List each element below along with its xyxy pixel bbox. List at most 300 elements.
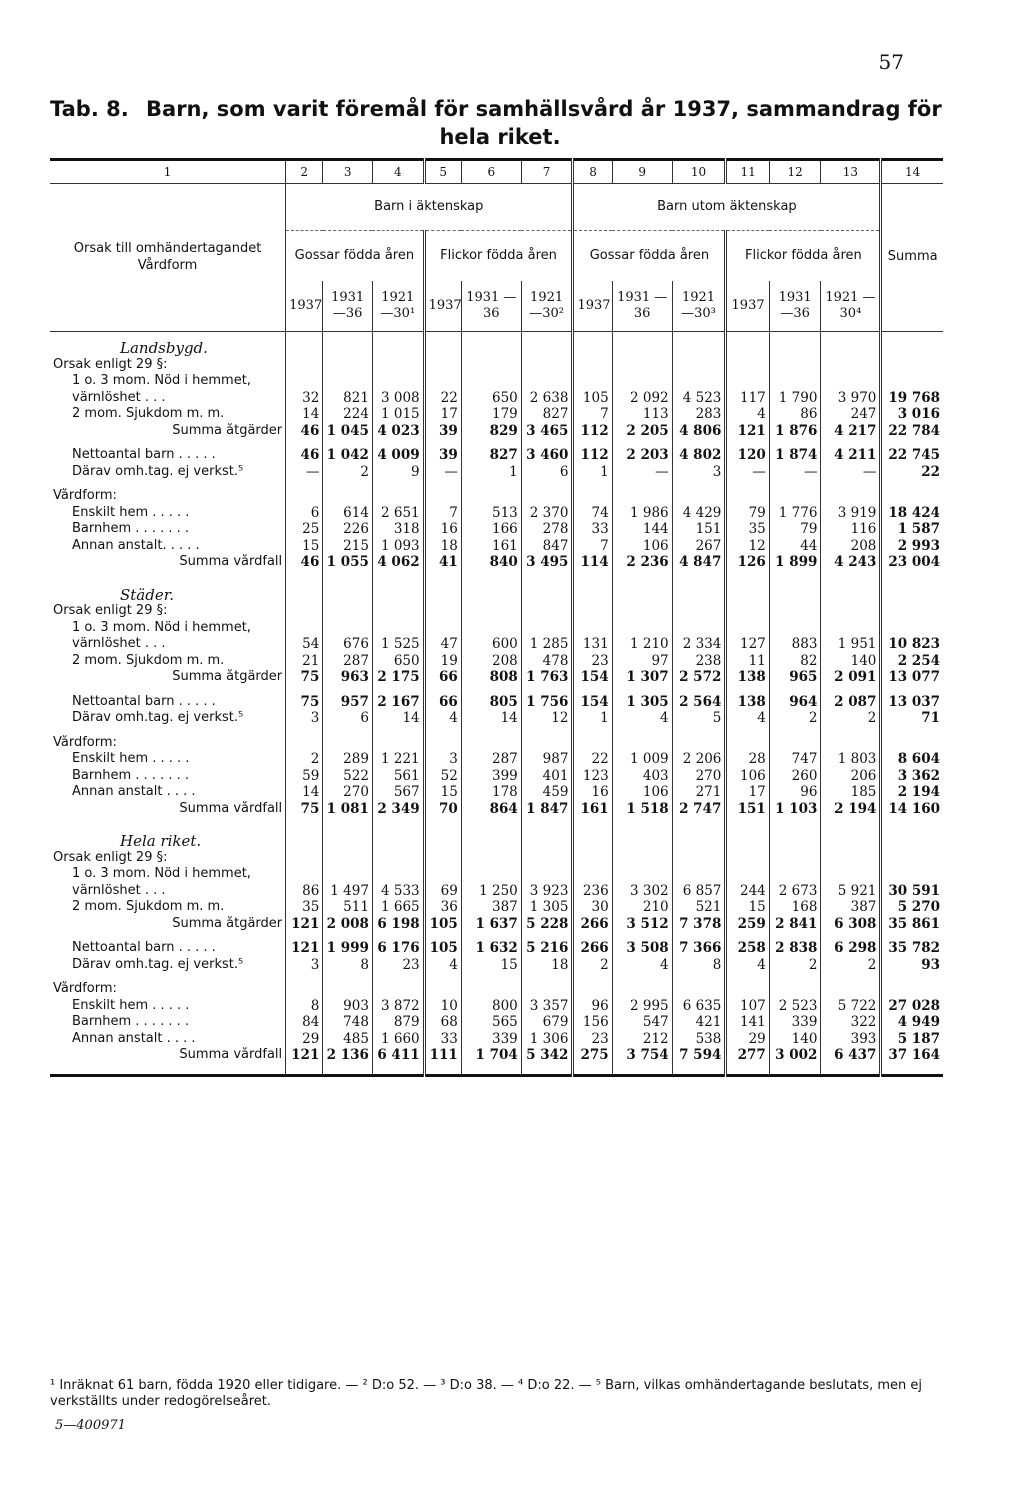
table-row xyxy=(50,357,943,374)
column-number: 8 xyxy=(573,160,612,184)
year-header: 1921 —30² xyxy=(521,281,573,332)
cell-value: 46 xyxy=(286,447,323,464)
cell-value: 206 xyxy=(821,768,881,785)
cell-value: 46 xyxy=(286,423,323,440)
cell-value: 18 424 xyxy=(881,505,943,522)
cell-value: 2 203 xyxy=(612,447,672,464)
print-signature: 5—400971 xyxy=(55,1418,126,1433)
cell-value: 208 xyxy=(461,653,521,670)
cell-value: 208 xyxy=(821,538,881,555)
row-label: Orsak enligt 29 §: xyxy=(53,356,168,372)
cell-value: 7 xyxy=(573,406,612,423)
cell-value: 258 xyxy=(726,940,769,957)
cell-value: 22 xyxy=(573,751,612,768)
row-label: Summa vårdfall xyxy=(179,1047,283,1062)
cell-value: 561 xyxy=(372,768,424,785)
section-title: Hela riket. xyxy=(120,833,202,850)
cell-value: 71 xyxy=(881,710,943,727)
table-row xyxy=(50,784,943,801)
cell-value: 883 xyxy=(769,620,821,653)
row-label: Summa åtgärder xyxy=(172,669,283,684)
row-label: Barnhem . . . . . . . xyxy=(72,1014,189,1029)
cell-value: 840 xyxy=(461,554,521,571)
cell-value: 2 xyxy=(286,751,323,768)
cell-value: 3 460 xyxy=(521,447,573,464)
cell-value: 106 xyxy=(612,784,672,801)
cell-value: 266 xyxy=(573,940,612,957)
cell-value: 277 xyxy=(726,1047,769,1064)
cell-value: 5 xyxy=(672,710,726,727)
cell-value: 1 518 xyxy=(612,801,672,818)
section-title: Landsbygd. xyxy=(120,340,208,357)
cell-value: 144 xyxy=(612,521,672,538)
cell-value: 161 xyxy=(461,538,521,555)
cell-value: — xyxy=(612,464,672,481)
cell-value: 14 xyxy=(461,710,521,727)
cell-value: 964 xyxy=(769,694,821,711)
cell-value: 2 523 xyxy=(769,998,821,1015)
cell-value: 156 xyxy=(573,1014,612,1031)
cell-value: 1 876 xyxy=(769,423,821,440)
cell-value: 179 xyxy=(461,406,521,423)
cell-value: 1 221 xyxy=(372,751,424,768)
cell-value: 15 xyxy=(726,899,769,916)
cell-value: 2 638 xyxy=(521,373,573,406)
year-header: 1921 —30¹ xyxy=(372,281,424,332)
column-number: 5 xyxy=(424,160,461,184)
cell-value: 2 xyxy=(769,957,821,974)
cell-value: 1 525 xyxy=(372,620,424,653)
table-row xyxy=(50,423,943,440)
year-header: 1931 —36 xyxy=(323,281,373,332)
cell-value: 13 037 xyxy=(881,694,943,711)
cell-value: 1 009 xyxy=(612,751,672,768)
cell-value: 161 xyxy=(573,801,612,818)
cell-value: 1 042 xyxy=(323,447,373,464)
table-row xyxy=(50,447,943,464)
cell-value: — xyxy=(726,464,769,481)
cell-value: 3 302 xyxy=(612,866,672,899)
cell-value: 121 xyxy=(286,940,323,957)
cell-value: 1 285 xyxy=(521,620,573,653)
cell-value: 4 217 xyxy=(821,423,881,440)
cell-value: 987 xyxy=(521,751,573,768)
year-header: 1937 xyxy=(424,281,461,332)
cell-value: 3 xyxy=(286,957,323,974)
cell-value: 2 370 xyxy=(521,505,573,522)
table-row xyxy=(50,603,943,620)
cell-value: 6 635 xyxy=(672,998,726,1015)
table-row xyxy=(50,620,943,653)
cell-value: 1 847 xyxy=(521,801,573,818)
sex-header-gossar: Gossar födda åren xyxy=(286,231,424,282)
column-number: 10 xyxy=(672,160,726,184)
cell-value: 275 xyxy=(573,1047,612,1064)
cell-value: 16 xyxy=(424,521,461,538)
cell-value: 4 243 xyxy=(821,554,881,571)
row-label: Summa åtgärder xyxy=(172,915,283,931)
row-label: Summa vårdfall xyxy=(179,800,283,816)
cell-value: 44 xyxy=(769,538,821,555)
cell-value: 29 xyxy=(726,1031,769,1048)
cell-value: 827 xyxy=(521,406,573,423)
cell-value: 259 xyxy=(726,916,769,933)
table-row xyxy=(50,998,943,1015)
cell-value: 3 495 xyxy=(521,554,573,571)
table-row xyxy=(50,957,943,974)
cell-value: 1 660 xyxy=(372,1031,424,1048)
cell-value: 4 949 xyxy=(881,1014,943,1031)
cell-value: 287 xyxy=(461,751,521,768)
cell-value: 8 xyxy=(286,998,323,1015)
year-header: 1931 —36 xyxy=(769,281,821,332)
cell-value: 2 xyxy=(323,464,373,481)
cell-value: 21 xyxy=(286,653,323,670)
cell-value: 215 xyxy=(323,538,373,555)
cell-value: 29 xyxy=(286,1031,323,1048)
cell-value: 75 xyxy=(286,694,323,711)
sex-header-flickor: Flickor födda åren xyxy=(726,231,881,282)
year-header: 1937 xyxy=(726,281,769,332)
cell-value: 339 xyxy=(461,1031,521,1048)
cell-value: 2 xyxy=(573,957,612,974)
cell-value: 93 xyxy=(881,957,943,974)
cell-value: 54 xyxy=(286,620,323,653)
table-row xyxy=(50,1014,943,1031)
cell-value: 2 xyxy=(769,710,821,727)
cell-value: 8 xyxy=(672,957,726,974)
cell-value: 3 xyxy=(286,710,323,727)
cell-value: 13 077 xyxy=(881,669,943,686)
cell-value: 52 xyxy=(424,768,461,785)
cell-value: 2 xyxy=(821,957,881,974)
cell-value: 2 194 xyxy=(881,784,943,801)
cell-value: 2 xyxy=(821,710,881,727)
cell-value: 547 xyxy=(612,1014,672,1031)
row-label: Enskilt hem . . . . . xyxy=(72,997,190,1013)
cell-value: 1 874 xyxy=(769,447,821,464)
cell-value: 1 587 xyxy=(881,521,943,538)
cell-value: 748 xyxy=(323,1014,373,1031)
table-row xyxy=(50,694,943,711)
sex-header-gossar: Gossar födda åren xyxy=(573,231,726,282)
cell-value: 4 429 xyxy=(672,505,726,522)
row-label: 1 o. 3 mom. Nöd i hemmet, värnlöshet . . . xyxy=(72,373,251,405)
cell-value: 278 xyxy=(521,521,573,538)
cell-value: 35 xyxy=(286,899,323,916)
cell-value: 37 164 xyxy=(881,1047,943,1064)
cell-value: 567 xyxy=(372,784,424,801)
cell-value: 387 xyxy=(461,899,521,916)
column-number: 3 xyxy=(323,160,373,184)
cell-value: 15 xyxy=(424,784,461,801)
cell-value: 614 xyxy=(323,505,373,522)
cell-value: 600 xyxy=(461,620,521,653)
cell-value: 3 970 xyxy=(821,373,881,406)
cell-value: 22 784 xyxy=(881,423,943,440)
cell-value: 39 xyxy=(424,447,461,464)
cell-value: 3 357 xyxy=(521,998,573,1015)
cell-value: — xyxy=(821,464,881,481)
cell-value: 7 xyxy=(424,505,461,522)
cell-value: 2 993 xyxy=(881,538,943,555)
cell-value: 4 533 xyxy=(372,866,424,899)
cell-value: 4 xyxy=(726,710,769,727)
row-label: Därav omh.tag. ej verkst.⁵ xyxy=(72,710,244,725)
cell-value: 9 xyxy=(372,464,424,481)
cell-value: 46 xyxy=(286,554,323,571)
cell-value: 271 xyxy=(672,784,726,801)
cell-value: 14 160 xyxy=(881,801,943,818)
cell-value: 75 xyxy=(286,669,323,686)
cell-value: 287 xyxy=(323,653,373,670)
row-label: Annan anstalt . . . . xyxy=(72,1030,196,1046)
row-label: Annan anstalt. . . . . xyxy=(72,537,200,553)
cell-value: 6 198 xyxy=(372,916,424,933)
cell-value: 2 136 xyxy=(323,1047,373,1064)
row-label: Enskilt hem . . . . . xyxy=(72,751,190,766)
cell-value: 23 xyxy=(372,957,424,974)
cell-value: 565 xyxy=(461,1014,521,1031)
table-row xyxy=(50,801,943,818)
cell-value: 747 xyxy=(769,751,821,768)
table-row xyxy=(50,768,943,785)
table-row xyxy=(50,916,943,933)
cell-value: 4 806 xyxy=(672,423,726,440)
cell-value: 105 xyxy=(573,373,612,406)
cell-value: 224 xyxy=(323,406,373,423)
cell-value: 41 xyxy=(424,554,461,571)
cell-value: 36 xyxy=(424,899,461,916)
cell-value: 3 362 xyxy=(881,768,943,785)
table-row xyxy=(50,1047,943,1064)
cell-value: 393 xyxy=(821,1031,881,1048)
cell-value: 283 xyxy=(672,406,726,423)
table-row xyxy=(50,521,943,538)
cell-value: 1 986 xyxy=(612,505,672,522)
cell-value: 138 xyxy=(726,669,769,686)
column-number: 12 xyxy=(769,160,821,184)
row-label: Summa åtgärder xyxy=(172,422,283,438)
cell-value: 123 xyxy=(573,768,612,785)
table-row xyxy=(50,735,943,752)
cell-value: 963 xyxy=(323,669,373,686)
cell-value: 17 xyxy=(424,406,461,423)
cell-value: 1 776 xyxy=(769,505,821,522)
cell-value: 66 xyxy=(424,669,461,686)
cell-value: 4 xyxy=(726,406,769,423)
cell-value: 1 999 xyxy=(323,940,373,957)
cell-value: 226 xyxy=(323,521,373,538)
cell-value: 903 xyxy=(323,998,373,1015)
cell-value: 2 206 xyxy=(672,751,726,768)
cell-value: 2 254 xyxy=(881,653,943,670)
cell-value: 4 xyxy=(424,957,461,974)
cell-value: 3 008 xyxy=(372,373,424,406)
cell-value: 650 xyxy=(372,653,424,670)
cell-value: 1 790 xyxy=(769,373,821,406)
cell-value: 4 523 xyxy=(672,373,726,406)
cell-value: 120 xyxy=(726,447,769,464)
cell-value: 805 xyxy=(461,694,521,711)
cell-value: 8 xyxy=(323,957,373,974)
cell-value: 4 xyxy=(612,710,672,727)
section-title: Städer. xyxy=(120,586,175,603)
cell-value: 1 951 xyxy=(821,620,881,653)
cell-value: 965 xyxy=(769,669,821,686)
cell-value: 2 167 xyxy=(372,694,424,711)
cell-value: 1 xyxy=(573,464,612,481)
table-row xyxy=(50,669,943,686)
cell-value: 121 xyxy=(286,916,323,933)
cell-value: 5 342 xyxy=(521,1047,573,1064)
cell-value: 178 xyxy=(461,784,521,801)
cell-value: 1 803 xyxy=(821,751,881,768)
cell-value: 266 xyxy=(573,916,612,933)
cell-value: 32 xyxy=(286,373,323,406)
cell-value: 127 xyxy=(726,620,769,653)
cell-value: 23 xyxy=(573,653,612,670)
row-label: Vårdform: xyxy=(53,488,117,503)
cell-value: 168 xyxy=(769,899,821,916)
cell-value: 829 xyxy=(461,423,521,440)
cell-value: 114 xyxy=(573,554,612,571)
cell-value: 39 xyxy=(424,423,461,440)
cell-value: 14 xyxy=(286,406,323,423)
cell-value: 14 xyxy=(372,710,424,727)
page-number: 57 xyxy=(878,50,904,74)
column-number: 13 xyxy=(821,160,881,184)
table-row xyxy=(50,373,943,406)
cell-value: 6 857 xyxy=(672,866,726,899)
cell-value: 28 xyxy=(726,751,769,768)
cell-value: 267 xyxy=(672,538,726,555)
table-row xyxy=(50,866,943,899)
cell-value: 650 xyxy=(461,373,521,406)
year-header: 1931 —36 xyxy=(461,281,521,332)
cell-value: 3 872 xyxy=(372,998,424,1015)
cell-value: 1 704 xyxy=(461,1047,521,1064)
cell-value: 879 xyxy=(372,1014,424,1031)
summa-header: Summa xyxy=(881,184,943,332)
cell-value: 151 xyxy=(672,521,726,538)
column-number: 6 xyxy=(461,160,521,184)
cell-value: 106 xyxy=(726,768,769,785)
cell-value: 74 xyxy=(573,505,612,522)
cell-value: 112 xyxy=(573,447,612,464)
cell-value: 19 xyxy=(424,653,461,670)
cell-value: 1 015 xyxy=(372,406,424,423)
cell-value: 403 xyxy=(612,768,672,785)
cell-value: 27 028 xyxy=(881,998,943,1015)
cell-value: 511 xyxy=(323,899,373,916)
cell-value: 1 xyxy=(573,710,612,727)
cell-value: 6 176 xyxy=(372,940,424,957)
cell-value: 2 236 xyxy=(612,554,672,571)
cell-value: 86 xyxy=(769,406,821,423)
table-row xyxy=(50,505,943,522)
cell-value: 2 008 xyxy=(323,916,373,933)
cell-value: 86 xyxy=(286,866,323,899)
cell-value: 4 xyxy=(726,957,769,974)
cell-value: 3 465 xyxy=(521,423,573,440)
title-line-1: Barn, som varit föremål för samhällsvård år 1937, sammandrag för xyxy=(146,97,942,121)
cell-value: 2 091 xyxy=(821,669,881,686)
cell-value: 2 092 xyxy=(612,373,672,406)
cell-value: 1 307 xyxy=(612,669,672,686)
column-number: 11 xyxy=(726,160,769,184)
cell-value: 4 xyxy=(424,710,461,727)
cell-value: 151 xyxy=(726,801,769,818)
cell-value: 827 xyxy=(461,447,521,464)
cell-value: 4 xyxy=(612,957,672,974)
cell-value: 96 xyxy=(769,784,821,801)
cell-value: 212 xyxy=(612,1031,672,1048)
cell-value: 485 xyxy=(323,1031,373,1048)
cell-value: 107 xyxy=(726,998,769,1015)
row-label: Nettoantal barn . . . . . xyxy=(72,693,216,709)
cell-value: 236 xyxy=(573,866,612,899)
cell-value: 1 xyxy=(461,464,521,481)
table-row xyxy=(50,1031,943,1048)
cell-value: 1 093 xyxy=(372,538,424,555)
cell-value: 14 xyxy=(286,784,323,801)
cell-value: 23 004 xyxy=(881,554,943,571)
cell-value: 800 xyxy=(461,998,521,1015)
cell-value: 1 756 xyxy=(521,694,573,711)
table-row xyxy=(50,899,943,916)
cell-value: 35 xyxy=(726,521,769,538)
cell-value: 47 xyxy=(424,620,461,653)
cell-value: 7 378 xyxy=(672,916,726,933)
cell-value: 522 xyxy=(323,768,373,785)
cell-value: 3 xyxy=(672,464,726,481)
cell-value: 25 xyxy=(286,521,323,538)
cell-value: 676 xyxy=(323,620,373,653)
cell-value: 3 508 xyxy=(612,940,672,957)
row-label: Vårdform: xyxy=(53,734,117,750)
cell-value: 1 045 xyxy=(323,423,373,440)
table-row xyxy=(50,940,943,957)
row-label: Barnhem . . . . . . . xyxy=(72,767,189,783)
title-line-2: hela riket. xyxy=(439,125,561,149)
row-label: Orsak enligt 29 §: xyxy=(53,603,168,618)
row-label: Nettoantal barn . . . . . xyxy=(72,447,216,462)
footnote: ¹ Inräknat 61 barn, födda 1920 eller tidigare. — ² D:o 52. — ³ D:o 38. — ⁴ D:o 22. — ⁵ Barn, vilkas omhändertagande beslutats, men ej verkställts under redogörelseåret. xyxy=(50,1378,922,1409)
cell-value: 513 xyxy=(461,505,521,522)
cell-value: 105 xyxy=(424,940,461,957)
cell-value: — xyxy=(424,464,461,481)
row-label: Barnhem . . . . . . . xyxy=(72,521,189,536)
cell-value: 1 305 xyxy=(521,899,573,916)
cell-value: 808 xyxy=(461,669,521,686)
cell-value: 1 632 xyxy=(461,940,521,957)
cell-value: 3 923 xyxy=(521,866,573,899)
cell-value: 3 919 xyxy=(821,505,881,522)
cell-value: 66 xyxy=(424,694,461,711)
cell-value: 121 xyxy=(286,1047,323,1064)
cell-value: 1 103 xyxy=(769,801,821,818)
cell-value: 11 xyxy=(726,653,769,670)
cell-value: 18 xyxy=(521,957,573,974)
cell-value: 138 xyxy=(726,694,769,711)
group-in-marriage: Barn i äktenskap xyxy=(286,184,573,231)
cell-value: 238 xyxy=(672,653,726,670)
row-label: Annan anstalt . . . . xyxy=(72,784,196,799)
cell-value: 4 009 xyxy=(372,447,424,464)
cell-value: 289 xyxy=(323,751,373,768)
cell-value: 260 xyxy=(769,768,821,785)
